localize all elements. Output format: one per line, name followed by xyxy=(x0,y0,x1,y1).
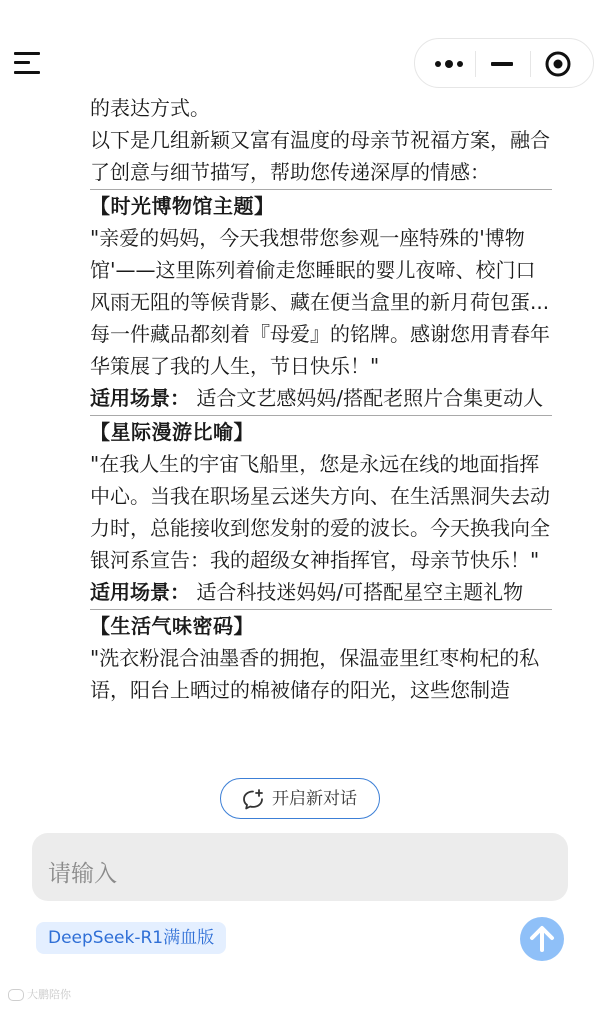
menu-icon[interactable] xyxy=(14,50,42,76)
watermark xyxy=(8,987,71,1003)
blessing-quote: "亲爱的妈妈，今天我想带您参观一座特殊的'博物馆'——这里陈列着偷走您睡眠的婴儿夜啼、校门口风雨无阻的等候背影、藏在便当盒里的新月荷包蛋...每一件藏品都刻着『母爱』的铭牌。感谢您用青春年华策展了我的人生，节日快乐！" xyxy=(90,226,550,378)
section-title: 【时光博物馆主题】 xyxy=(90,194,275,218)
scene-text: 适合文艺感妈妈/搭配老照片合集更动人 xyxy=(190,386,544,410)
message-text: 的表达方式。 xyxy=(90,96,210,120)
send-button[interactable] xyxy=(520,917,564,961)
minimize-icon[interactable] xyxy=(491,55,515,73)
more-dots-icon[interactable] xyxy=(433,55,467,73)
scene-label: 适用场景： xyxy=(90,386,190,410)
mini-program-capsule xyxy=(414,38,594,88)
arrow-up-icon xyxy=(520,917,564,961)
scene-line xyxy=(90,576,552,608)
assistant-message xyxy=(90,92,552,747)
scene-label: 适用场景： xyxy=(90,580,190,604)
model-selector[interactable]: DeepSeek-R1满血版 xyxy=(36,922,226,954)
blessing-quote: "洗衣粉混合油墨香的拥抱，保温壶里红枣枸杞的私语，阳台上晒过的棉被储存的阳光，这些您制造 xyxy=(90,646,540,702)
capsule-divider xyxy=(530,51,531,77)
scene-line xyxy=(90,382,552,414)
message-input[interactable] xyxy=(32,833,568,901)
capsule-divider xyxy=(475,51,476,77)
watermark-text: 大鹏陪你 xyxy=(27,988,71,1001)
blessing-quote: "在我人生的宇宙飞船里，您是永远在线的地面指挥中心。当我在职场星云迷失方向、在生活黑洞失去动力时，总能接收到您发射的爱的波长。今天换我向全银河系宣告：我的超级女神指挥官，母亲节快乐！" xyxy=(90,452,550,572)
message-text: 以下是几组新颖又富有温度的母亲节祝福方案，融合了创意与细节描写，帮助您传递深厚的情感： xyxy=(90,128,550,184)
new-chat-button[interactable] xyxy=(220,778,380,819)
scene-text: 适合科技迷妈妈/可搭配星空主题礼物 xyxy=(190,580,524,604)
watermark-logo-icon xyxy=(8,989,24,1001)
close-target-icon[interactable] xyxy=(544,50,572,78)
new-chat-label: 开启新对话 xyxy=(272,789,357,809)
chat-plus-icon xyxy=(241,788,265,812)
section-title: 【星际漫游比喻】 xyxy=(90,420,254,444)
section-title: 【生活气味密码】 xyxy=(90,614,254,638)
